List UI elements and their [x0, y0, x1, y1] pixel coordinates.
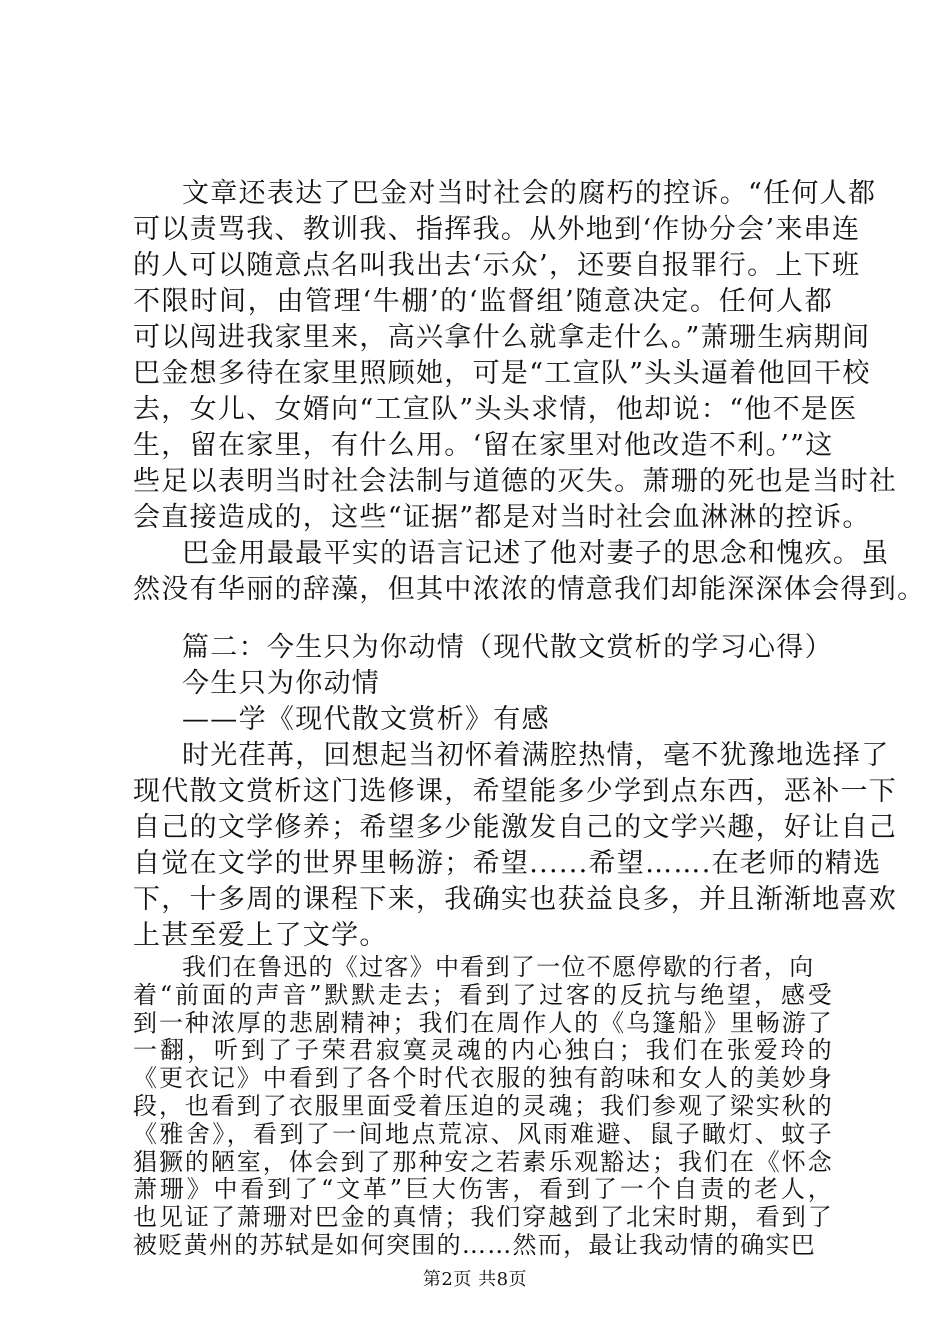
text-line: 可以闯进我家里来，高兴拿什么就拿走什么。”萧珊生病期间 [133, 322, 871, 353]
text-line: 些足以表明当时社会法制与道德的灭失。萧珊的死也是当时社 [133, 466, 898, 497]
text-line: 一翻，听到了子荣君寂寞灵魂的内心独白；我们在张爱玲的 [133, 1036, 833, 1065]
text-line: 也见证了萧珊对巴金的真情；我们穿越到了北宋时期，看到了 [133, 1203, 833, 1232]
text-line: 自己的文学修养；希望多少能激发自己的文学兴趣，好让自己 [133, 812, 898, 843]
text-line: 下，十多周的课程下来，我确实也获益良多，并且渐渐地喜欢 [133, 884, 898, 915]
text-line: 的人可以随意点名叫我出去‘示众’，还要自报罪行。上下班 [133, 250, 861, 281]
text-line: 自觉在文学的世界里畅游；希望......希望…….在老师的精选 [133, 848, 882, 879]
text-line: 现代散文赏析这门选修课，希望能多少学到点东西，恶补一下 [133, 776, 898, 807]
text-line: 到一种浓厚的悲剧精神；我们在周作人的《乌篷船》里畅游了 [133, 1008, 833, 1037]
text-line: 不限时间，由管理‘牛棚’的‘监督组’随意决定。任何人都 [133, 286, 833, 317]
text-line: 《雅舍》，看到了一间地点荒凉、风雨难避、鼠子瞰灯、蚊子 [133, 1119, 833, 1148]
text-line: 然没有华丽的辞藻，但其中浓浓的情意我们却能深深体会得到。 [133, 574, 926, 605]
page-number-footer: 第2页 共8页 [422, 1269, 528, 1290]
text-line: 我们在鲁迅的《过客》中看到了一位不愿停歇的行者，向 [182, 953, 815, 981]
text-line: 《更衣记》中看到了各个时代衣服的独有韵味和女人的美妙身 [133, 1064, 833, 1093]
text-line: 去，女儿、女婿向“工宣队”头头求情，他却说：“他不是医 [133, 394, 858, 425]
text-line: 猖獗的陋室，体会到了那种安之若素乐观豁达；我们在《怀念 [133, 1147, 833, 1176]
text-line: 文章还表达了巴金对当时社会的腐朽的控诉。“任何人都 [182, 178, 877, 209]
text-line: 被贬黄州的苏轼是如何突围的……然而，最让我动情的确实巴 [133, 1231, 817, 1259]
essay-title: 今生只为你动情 [182, 668, 381, 699]
text-line: 巴金用最最平实的语言记述了他对妻子的思念和愧疚。虽 [182, 538, 890, 569]
text-line: 着“前面的声音”默默走去；看到了过客的反抗与绝望，感受 [133, 980, 833, 1009]
text-line: 萧珊》中看到了“文革”巨大伤害，看到了一个自责的老人， [133, 1175, 833, 1204]
text-line: 巴金想多待在家里照顾她，可是“工宣队”头头逼着他回干校 [133, 358, 871, 389]
text-line: 会直接造成的，这些“证据”都是对当时社会血淋淋的控诉。 [133, 502, 871, 533]
text-line: 时光荏苒，回想起当初怀着满腔热情，毫不犹豫地选择了 [182, 740, 890, 771]
essay-subtitle: ——学《现代散文赏析》有感 [182, 704, 550, 735]
text-line: 生，留在家里，有什么用。‘留在家里对他改造不利。’”这 [133, 430, 834, 461]
section-heading: 篇二：今生只为你动情（现代散文赏析的学习心得） [182, 632, 833, 663]
text-line: 可以责骂我、教训我、指挥我。从外地到‘作协分会’来串连 [133, 214, 861, 245]
text-line: 上甚至爱上了文学。 [133, 920, 388, 951]
text-line: 段，也看到了衣服里面受着压迫的灵魂；我们参观了梁实秋的 [133, 1092, 833, 1120]
